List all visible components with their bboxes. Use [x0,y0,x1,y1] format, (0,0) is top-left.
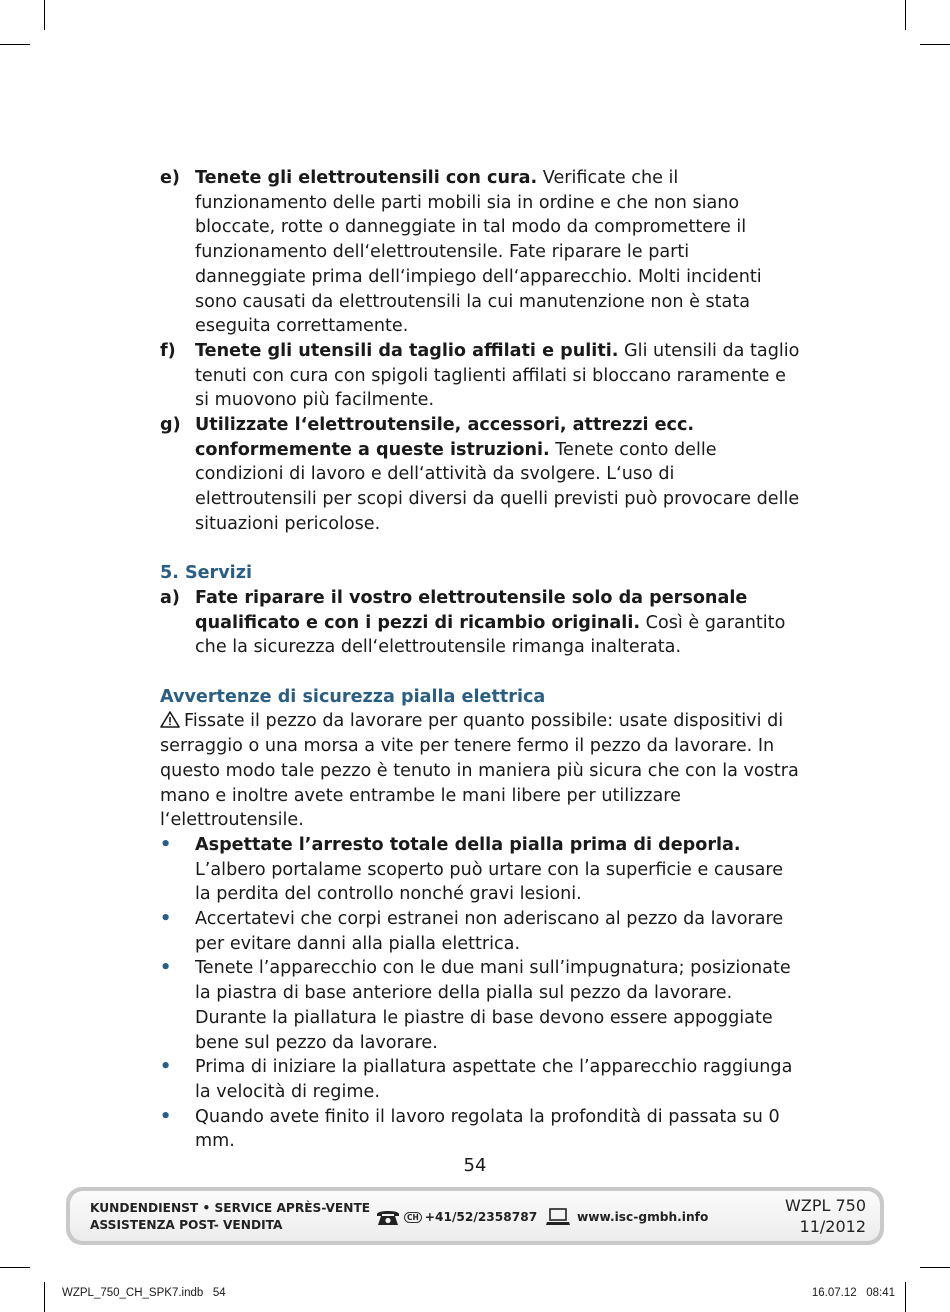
footer-line-2: ASSISTENZA POST- VENDITA [90,1218,283,1232]
list-marker: g) [160,415,181,436]
laptop-icon [545,1207,571,1227]
item-heading: Tenete gli utensili da taglio affilati e puliti. [195,340,619,361]
footer-phone [375,1207,537,1227]
list-item [160,166,800,339]
crop-mark [905,1282,906,1312]
safety-intro-text: Fissate il pezzo da lavorare per quanto possibile: usate dispositivi di serraggio o una morsa a vite per tenere fermo il pezzo da lavorare. In questo modo tale pezzo è tenuto in maniera più sicura che con la vostra mano e inoltre avete entrambe le mani libere per utilizzare l‘elettroutensile. [160,711,799,831]
bullet-text: L’albero portalame scoperto può urtare con la superficie e causare la perdita del controllo nonché gravi lesioni. [195,859,784,905]
page-number: 54 [463,1155,487,1176]
service-footer [66,1187,884,1245]
crop-mark [44,0,45,30]
item-text: Gli utensili da taglio tenuti con cura con spigoli taglienti affilati si bloccano raramente e si muovono più facilmente. [195,340,800,411]
bullet-marker: • [160,958,172,979]
footer-panel [70,1191,880,1241]
bullet-item [160,907,800,956]
item-text: Verificate che il funzionamento delle parti mobili sia in ordine e che non siano bloccate, rotte o danneggiate in tal modo da compromettere il funzionamento dell‘elettroutensile. Fate riparare le parti danneggiate prima dell‘impiego dell‘apparecchio. Molti incidenti sono causati da elettroutensili la cui manutenzione non è stata eseguita correttamente. [195,168,762,337]
bullet-text: Accertatevi che corpi estranei non aderiscano al pezzo da lavorare per evitare danni alla pialla elettrica. [195,909,784,954]
bullet-marker: • [160,1106,172,1127]
list-marker: e) [160,168,180,188]
list-item [160,586,800,660]
safety-title: Avvertenze di sicurezza pialla elettrica [160,686,546,707]
footer-service-label [90,1200,370,1234]
bullet-item [160,1055,800,1104]
item-heading: Fate riparare il vostro elettroutensile solo da personale qualificato e con i pezzi di ricambio originali. [195,587,748,633]
print-slug-file: WZPL_750_CH_SPK7.indb 54 [62,1287,226,1299]
list-item [160,413,800,537]
bullet-text: Tenete l’apparecchio con le due mani sull’impugnatura; posizionate la piastra di base anteriore della pialla sul pezzo da lavorare. Durante la piallatura le piastre di base devono essere appoggiate bene sul pezzo da lavorare. [195,958,791,1053]
section-title-text: Servizi [184,563,252,584]
crop-mark [920,44,950,45]
item-heading: Utilizzate l‘elettroutensile, accessori, attrezzi ecc. conformemente a queste istruzioni. [195,415,695,460]
bullet-item [160,833,800,907]
footer-website [545,1207,708,1227]
bullet-marker: • [160,1057,172,1078]
crop-mark [905,0,906,30]
bullet-text: Prima di iniziare la piallatura aspettate che l’apparecchio raggiunga la velocità di regime. [195,1057,793,1102]
model-number: WZPL 750 [785,1196,866,1215]
bullet-item [160,956,800,1055]
item-heading: Tenete gli elettroutensili con cura. [195,168,538,188]
bullet-marker: • [160,834,172,855]
crop-mark [0,1267,30,1268]
country-badge: CH [404,1212,422,1223]
bullet-item [160,1105,800,1154]
bullet-heading: Aspettate l’arresto totale della pialla prima di deporla. [195,834,741,855]
list-marker: a) [160,587,180,608]
bullet-marker: • [160,909,172,930]
warning-icon [160,711,180,728]
section-number: 5. [160,563,179,584]
page-content [160,166,800,1154]
item-text: Così è garantito che la sicurezza dell‘elettroutensile rimanga inalterata. [195,612,786,658]
crop-mark [44,1282,45,1312]
safety-intro [160,709,800,833]
list-item [160,339,800,413]
print-slug-timestamp: 16.07.12 08:41 [811,1287,895,1299]
telephone-icon [375,1207,401,1227]
phone-number: +41/52/2358787 [424,1210,538,1224]
footer-line-1: KUNDENDIENST • SERVICE APRÈS-VENTE [90,1201,371,1215]
bullet-text: Quando avete finito il lavoro regolata la profondità di passata su 0 mm. [195,1106,780,1152]
crop-mark [920,1267,950,1268]
edition-date: 11/2012 [799,1217,866,1236]
crop-mark [0,44,30,45]
list-marker: f) [160,340,176,361]
website-link[interactable]: www.isc-gmbh.info [577,1210,709,1224]
section-title [160,561,800,586]
footer-model-info [785,1195,866,1237]
item-text: Tenete conto delle condizioni di lavoro e dell‘attività da svolgere. L‘uso di elettroutensili per scopi diversi da quelli previsti può provocare delle situazioni pericolose. [195,439,800,534]
